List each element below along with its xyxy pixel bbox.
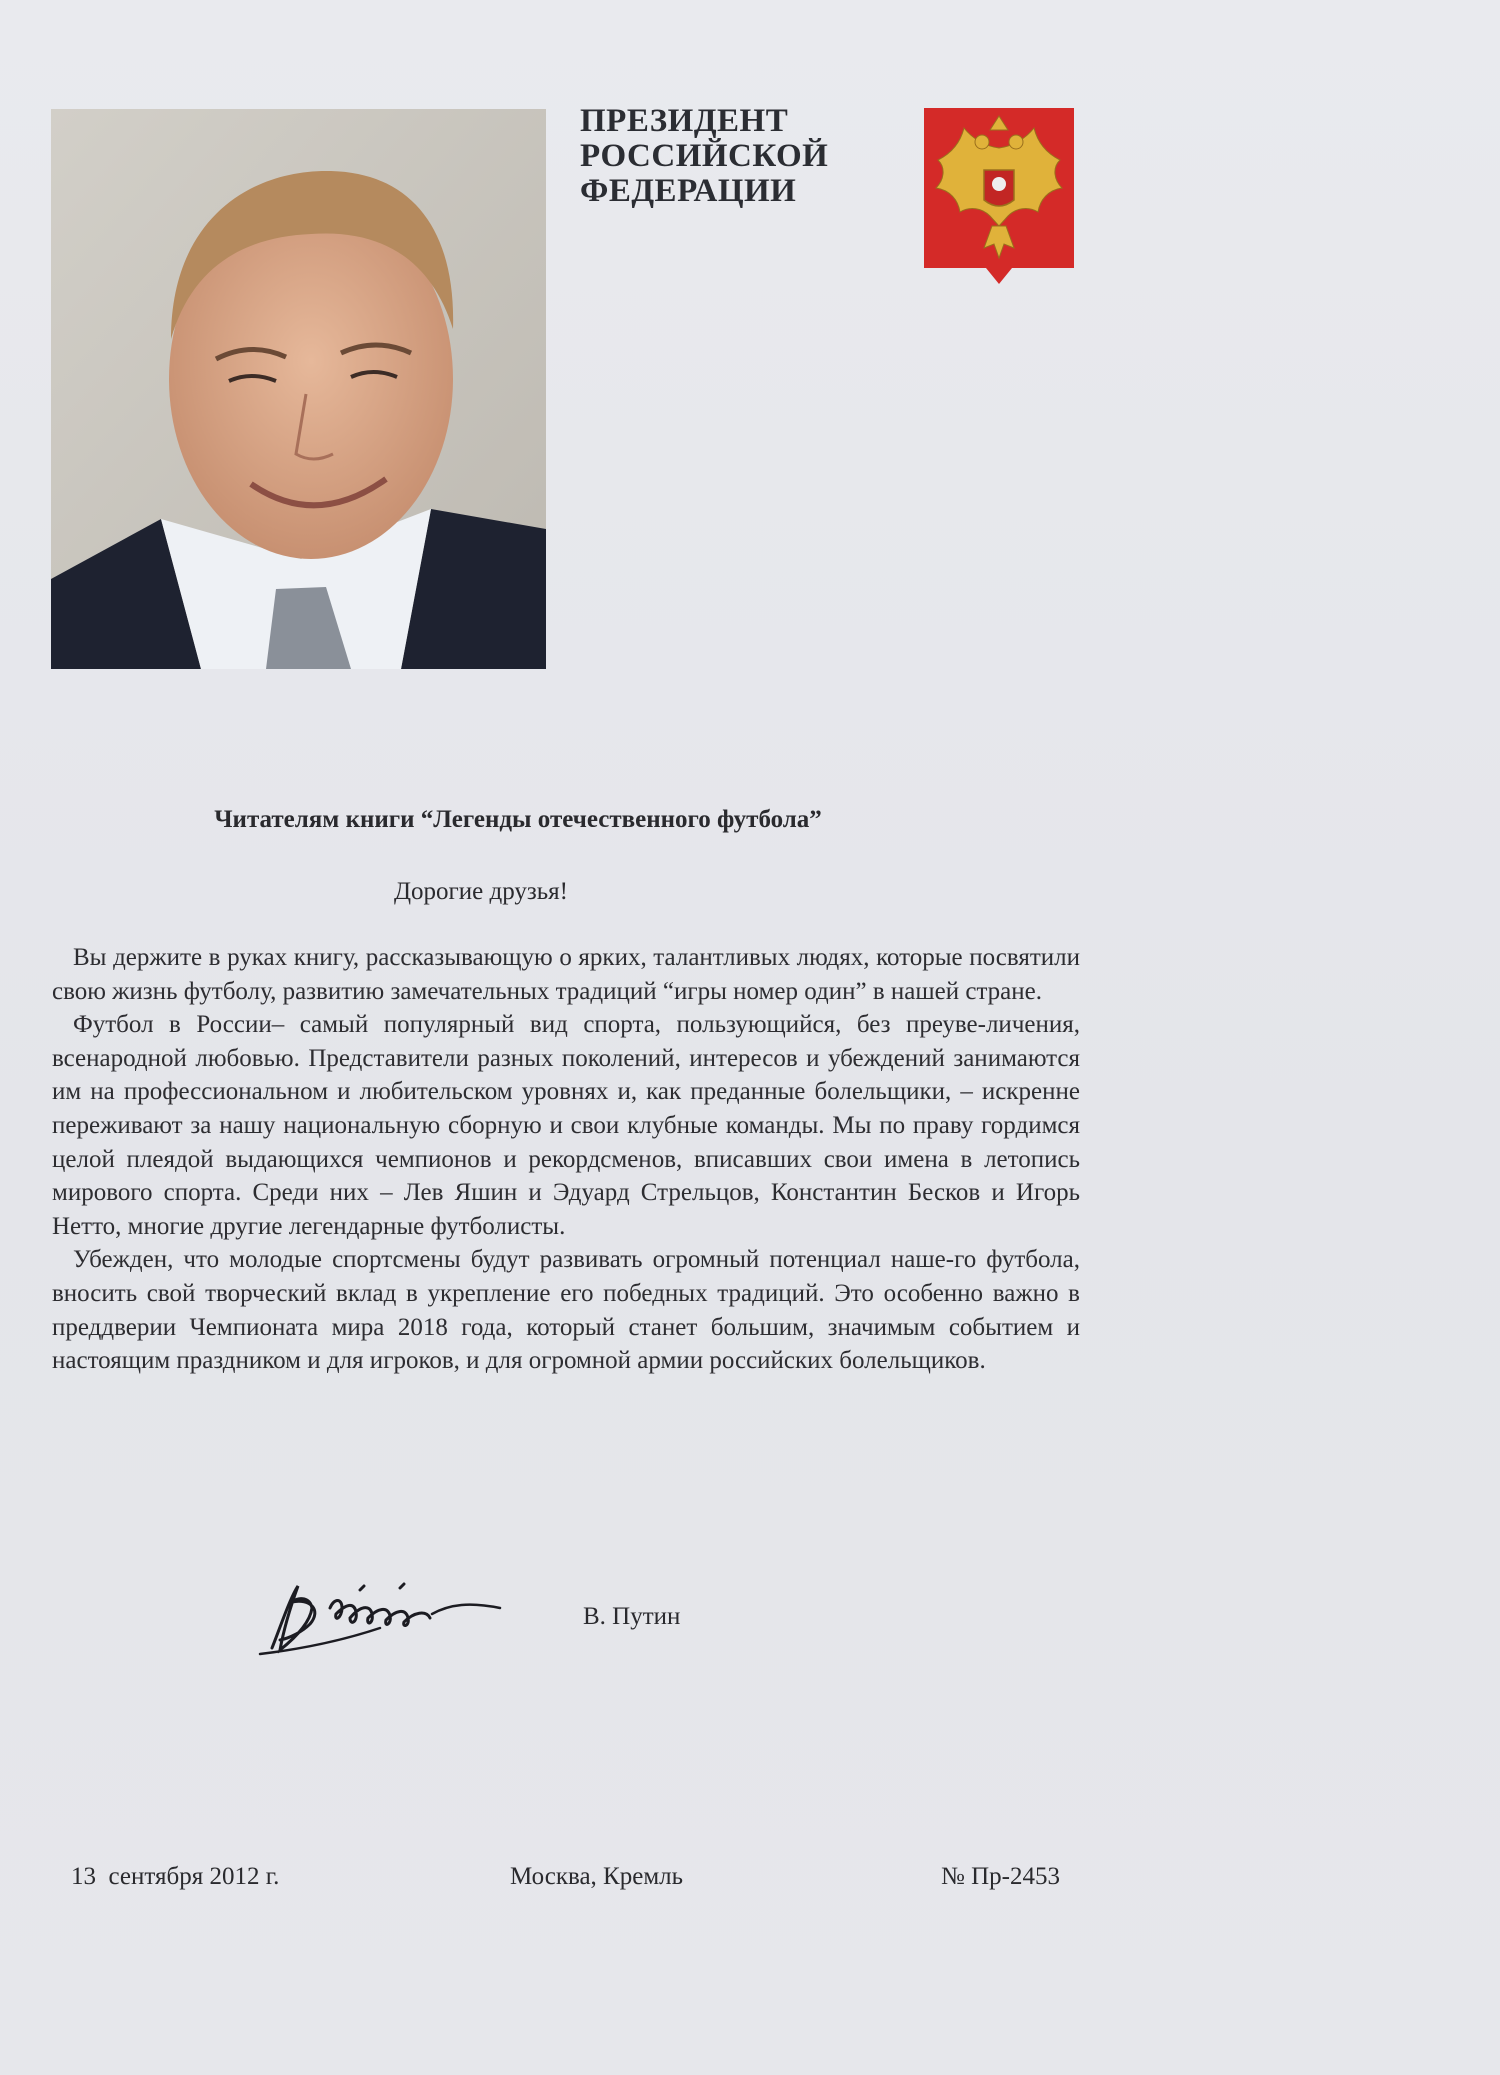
- handwritten-signature: [250, 1568, 512, 1658]
- paragraph-2: Футбол в России– самый популярный вид спорта, пользующийся, без преуве-личения, всенародной любовью. Представители разных поколений, интересов и убеждений занимаются им на профессиональном и любительском уровнях и, как преданные болельщики, – искренне переживают за нашу национальную сборную и свои клубные команды. Мы по праву гордимся целой плеядой выдающихся чемпионов и рекордсменов, вписавших свои имена в летопись мирового спорта. Среди них – Лев Яшин и Эдуард Стрельцов, Константин Бесков и Игорь Нетто, многие другие легендарные футболисты.: [52, 1011, 1080, 1240]
- signer-name: В. Путин: [583, 1603, 681, 1630]
- letter-body: [52, 941, 1080, 1378]
- paragraph-1: Вы держите в руках книгу, рассказывающую о ярких, талантливых людях, которые посвятили свою жизнь футболу, развитию замечательных традиций “игры номер один” в нашей стране.: [52, 944, 1080, 1005]
- title-line-1: ПРЕЗИДЕНТ: [580, 103, 789, 139]
- heading-text: Читателям книги “Легенды отечественного футбола”: [214, 806, 822, 833]
- paragraph-3: Убежден, что молодые спортсмены будут развивать огромный потенциал наше-го футбола, вносить свой творческий вклад в укрепление его победных традиций. Это особенно важно в преддверии Чемпионата мира 2018 года, который станет большим, значимым событием и настоящим праздником и для игроков, и для огромной армии российских болельщиков.: [52, 1246, 1080, 1375]
- coat-of-arms-icon: [924, 108, 1074, 284]
- letter-heading: [0, 806, 1080, 834]
- letter-date: 13 сентября 2012 г.: [71, 1863, 280, 1890]
- letter-place: Москва, Кремль: [510, 1863, 684, 1890]
- letter-number: № Пр-2453: [941, 1863, 1060, 1890]
- president-title: [580, 104, 900, 209]
- greeting: Дорогие друзья!: [393, 878, 569, 905]
- title-line-3: ФЕДЕРАЦИИ: [580, 173, 797, 209]
- portrait-photo: [51, 109, 546, 669]
- title-line-2: РОССИЙСКОЙ: [580, 138, 829, 174]
